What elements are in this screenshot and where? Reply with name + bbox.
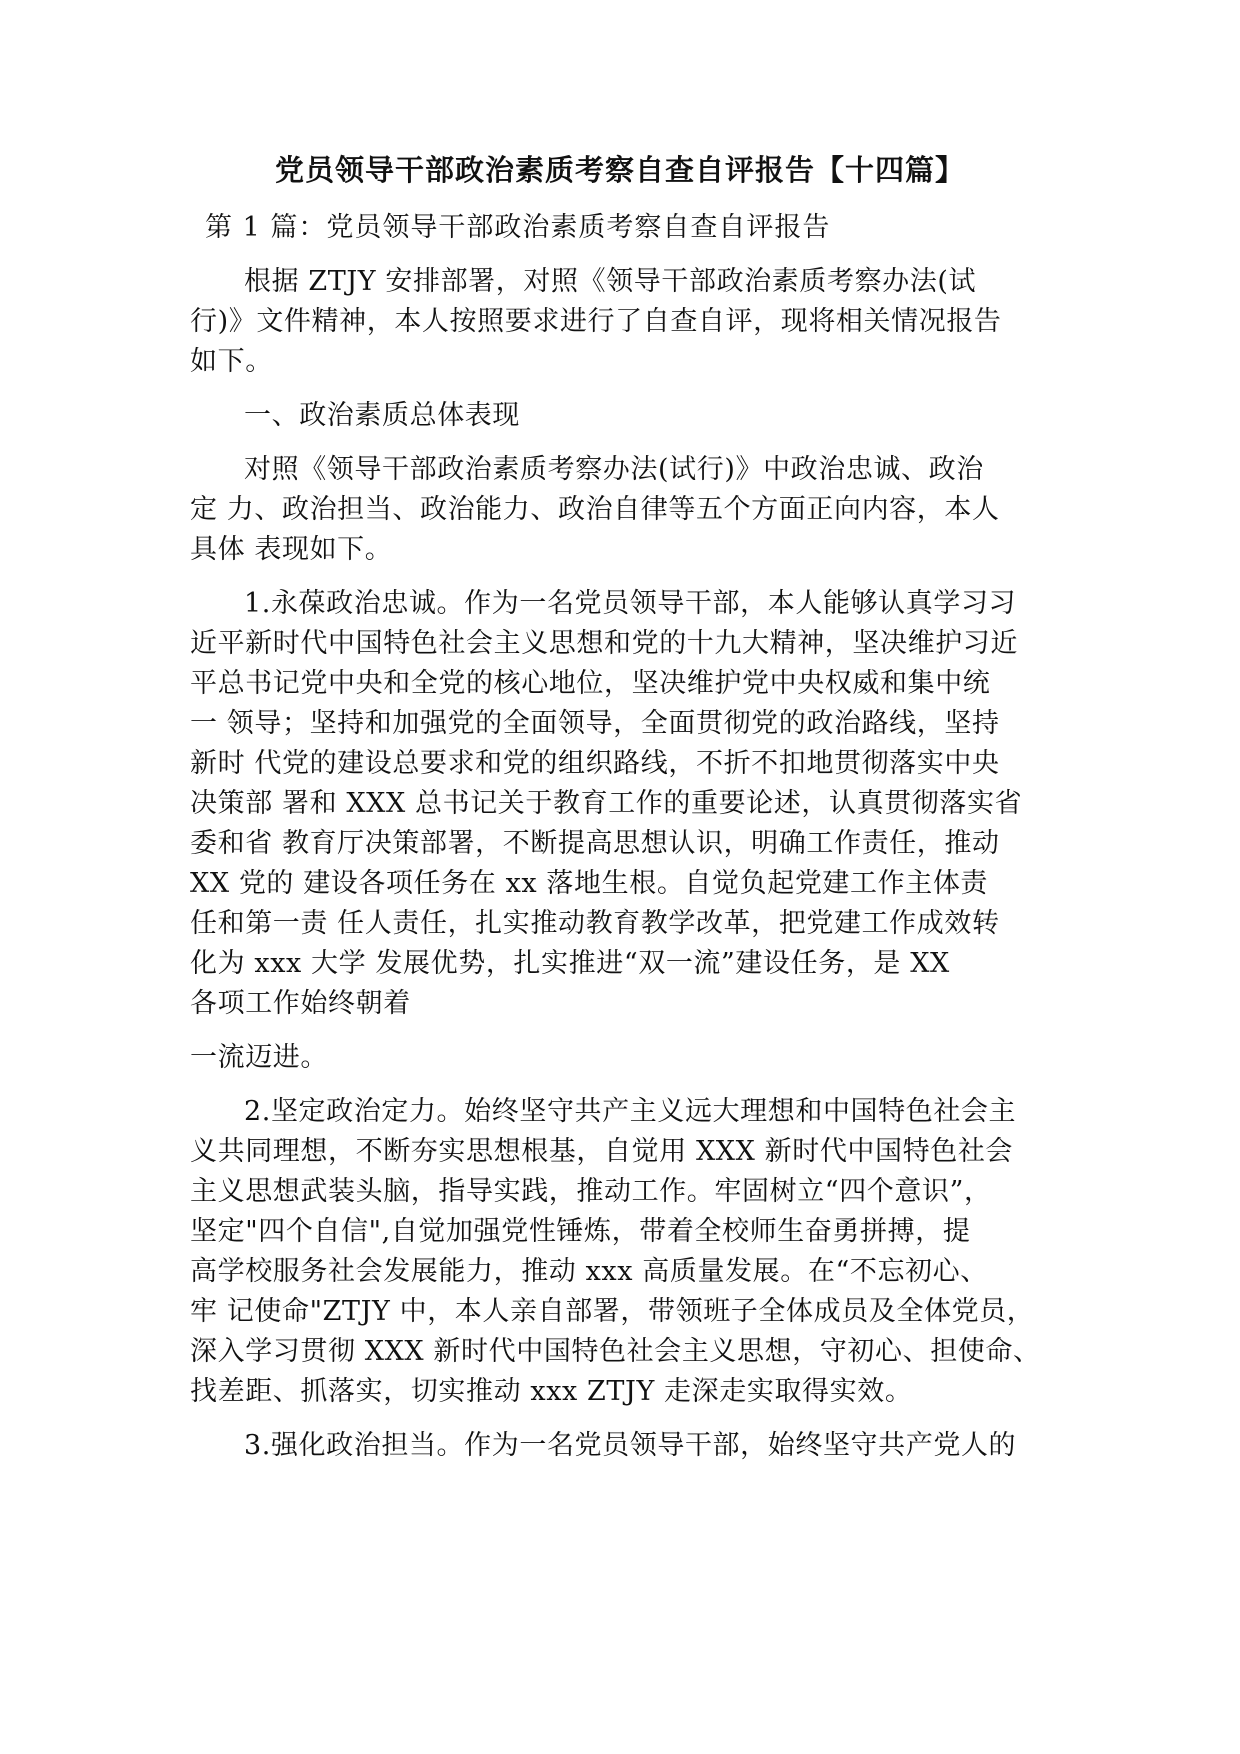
- text-line: 新时 代党的建设总要求和党的组织路线，不折不扣地贯彻落实中央: [190, 748, 1000, 779]
- text-line: 根据 ZTJY 安排部署，对照《领导干部政治素质考察办法(试: [244, 266, 977, 297]
- text-line: 高学校服务社会发展能力，推动 xxx 高质量发展。在“不忘初心、: [190, 1256, 988, 1287]
- text-line: 近平新时代中国特色社会主义思想和党的十九大精神，坚决维护习近: [190, 628, 1018, 659]
- text-line: 如下。: [190, 346, 273, 377]
- text-line: 义共同理想，不断夯实思想根基，自觉用 XXX 新时代中国特色社会: [190, 1136, 1014, 1167]
- text-line: 任和第一责 任人责任，扎实推动教育教学改革，把党建工作成效转: [190, 908, 1000, 939]
- text-line: 坚定"四个自信",自觉加强党性锤炼，带着全校师生奋勇拼搏，提: [190, 1216, 971, 1247]
- paragraph-overview: [190, 450, 1050, 570]
- paragraph-continuation: [190, 1038, 1050, 1078]
- text-line: 一流迈进。: [190, 1042, 328, 1073]
- text-line: 平总书记党中央和全党的核心地位，坚决维护党中央权威和集中统: [190, 668, 991, 699]
- text-line: 具体 表现如下。: [190, 534, 393, 565]
- text-line: 各项工作始终朝着: [190, 988, 411, 1019]
- text-line: 定 力、政治担当、政治能力、政治自律等五个方面正向内容，本人: [190, 494, 1000, 525]
- paragraph-item-2: [190, 1092, 1050, 1412]
- text-line: 一 领导；坚持和加强党的全面领导，全面贯彻党的政治路线，坚持: [190, 708, 1000, 739]
- text-line: 深入学习贯彻 XXX 新时代中国特色社会主义思想，守初心、担使命、: [190, 1336, 1041, 1367]
- text-line: 主义思想武装头脑，指导实践，推动工作。牢固树立“四个意识”，: [190, 1176, 992, 1207]
- text-line: 对照《领导干部政治素质考察办法(试行)》中政治忠诚、政治: [244, 454, 984, 485]
- text-line: 1.永葆政治忠诚。作为一名党员领导干部，本人能够认真学习习: [244, 588, 1017, 619]
- paragraph-intro: [190, 262, 1050, 382]
- document-body: [190, 262, 1050, 1480]
- text-line: 牢 记使命"ZTJY 中，本人亲自部署，带领班子全体成员及全体党员，: [190, 1296, 1035, 1327]
- paragraph-item-1: [190, 584, 1050, 1024]
- text-line: 化为 xxx 大学 发展优势，扎实推进“双一流”建设任务，是 XX: [190, 948, 950, 979]
- document-subtitle: 第 1 篇：党员领导干部政治素质考察自查自评报告: [205, 212, 831, 243]
- text-line: 行)》文件精神，本人按照要求进行了自查自评，现将相关情况报告: [190, 306, 1002, 337]
- text-line: 一、政治素质总体表现: [244, 400, 520, 431]
- paragraph-item-3: [190, 1426, 1050, 1466]
- text-line: 委和省 教育厅决策部署，不断提高思想认识，明确工作责任，推动: [190, 828, 1000, 859]
- text-line: XX 党的 建设各项任务在 xx 落地生根。自觉负起党建工作主体责: [190, 868, 989, 899]
- document-title: 党员领导干部政治素质考察自查自评报告【十四篇】: [274, 153, 965, 187]
- text-line: 找差距、抓落实，切实推动 xxx ZTJY 走深走实取得实效。: [190, 1376, 913, 1407]
- text-line: 3.强化政治担当。作为一名党员领导干部，始终坚守共产党人的: [244, 1430, 1017, 1461]
- section-heading: [190, 396, 1050, 436]
- text-line: 决策部 署和 XXX 总书记关于教育工作的重要论述，认真贯彻落实省: [190, 788, 1023, 819]
- text-line: 2.坚定政治定力。始终坚守共产主义远大理想和中国特色社会主: [244, 1096, 1017, 1127]
